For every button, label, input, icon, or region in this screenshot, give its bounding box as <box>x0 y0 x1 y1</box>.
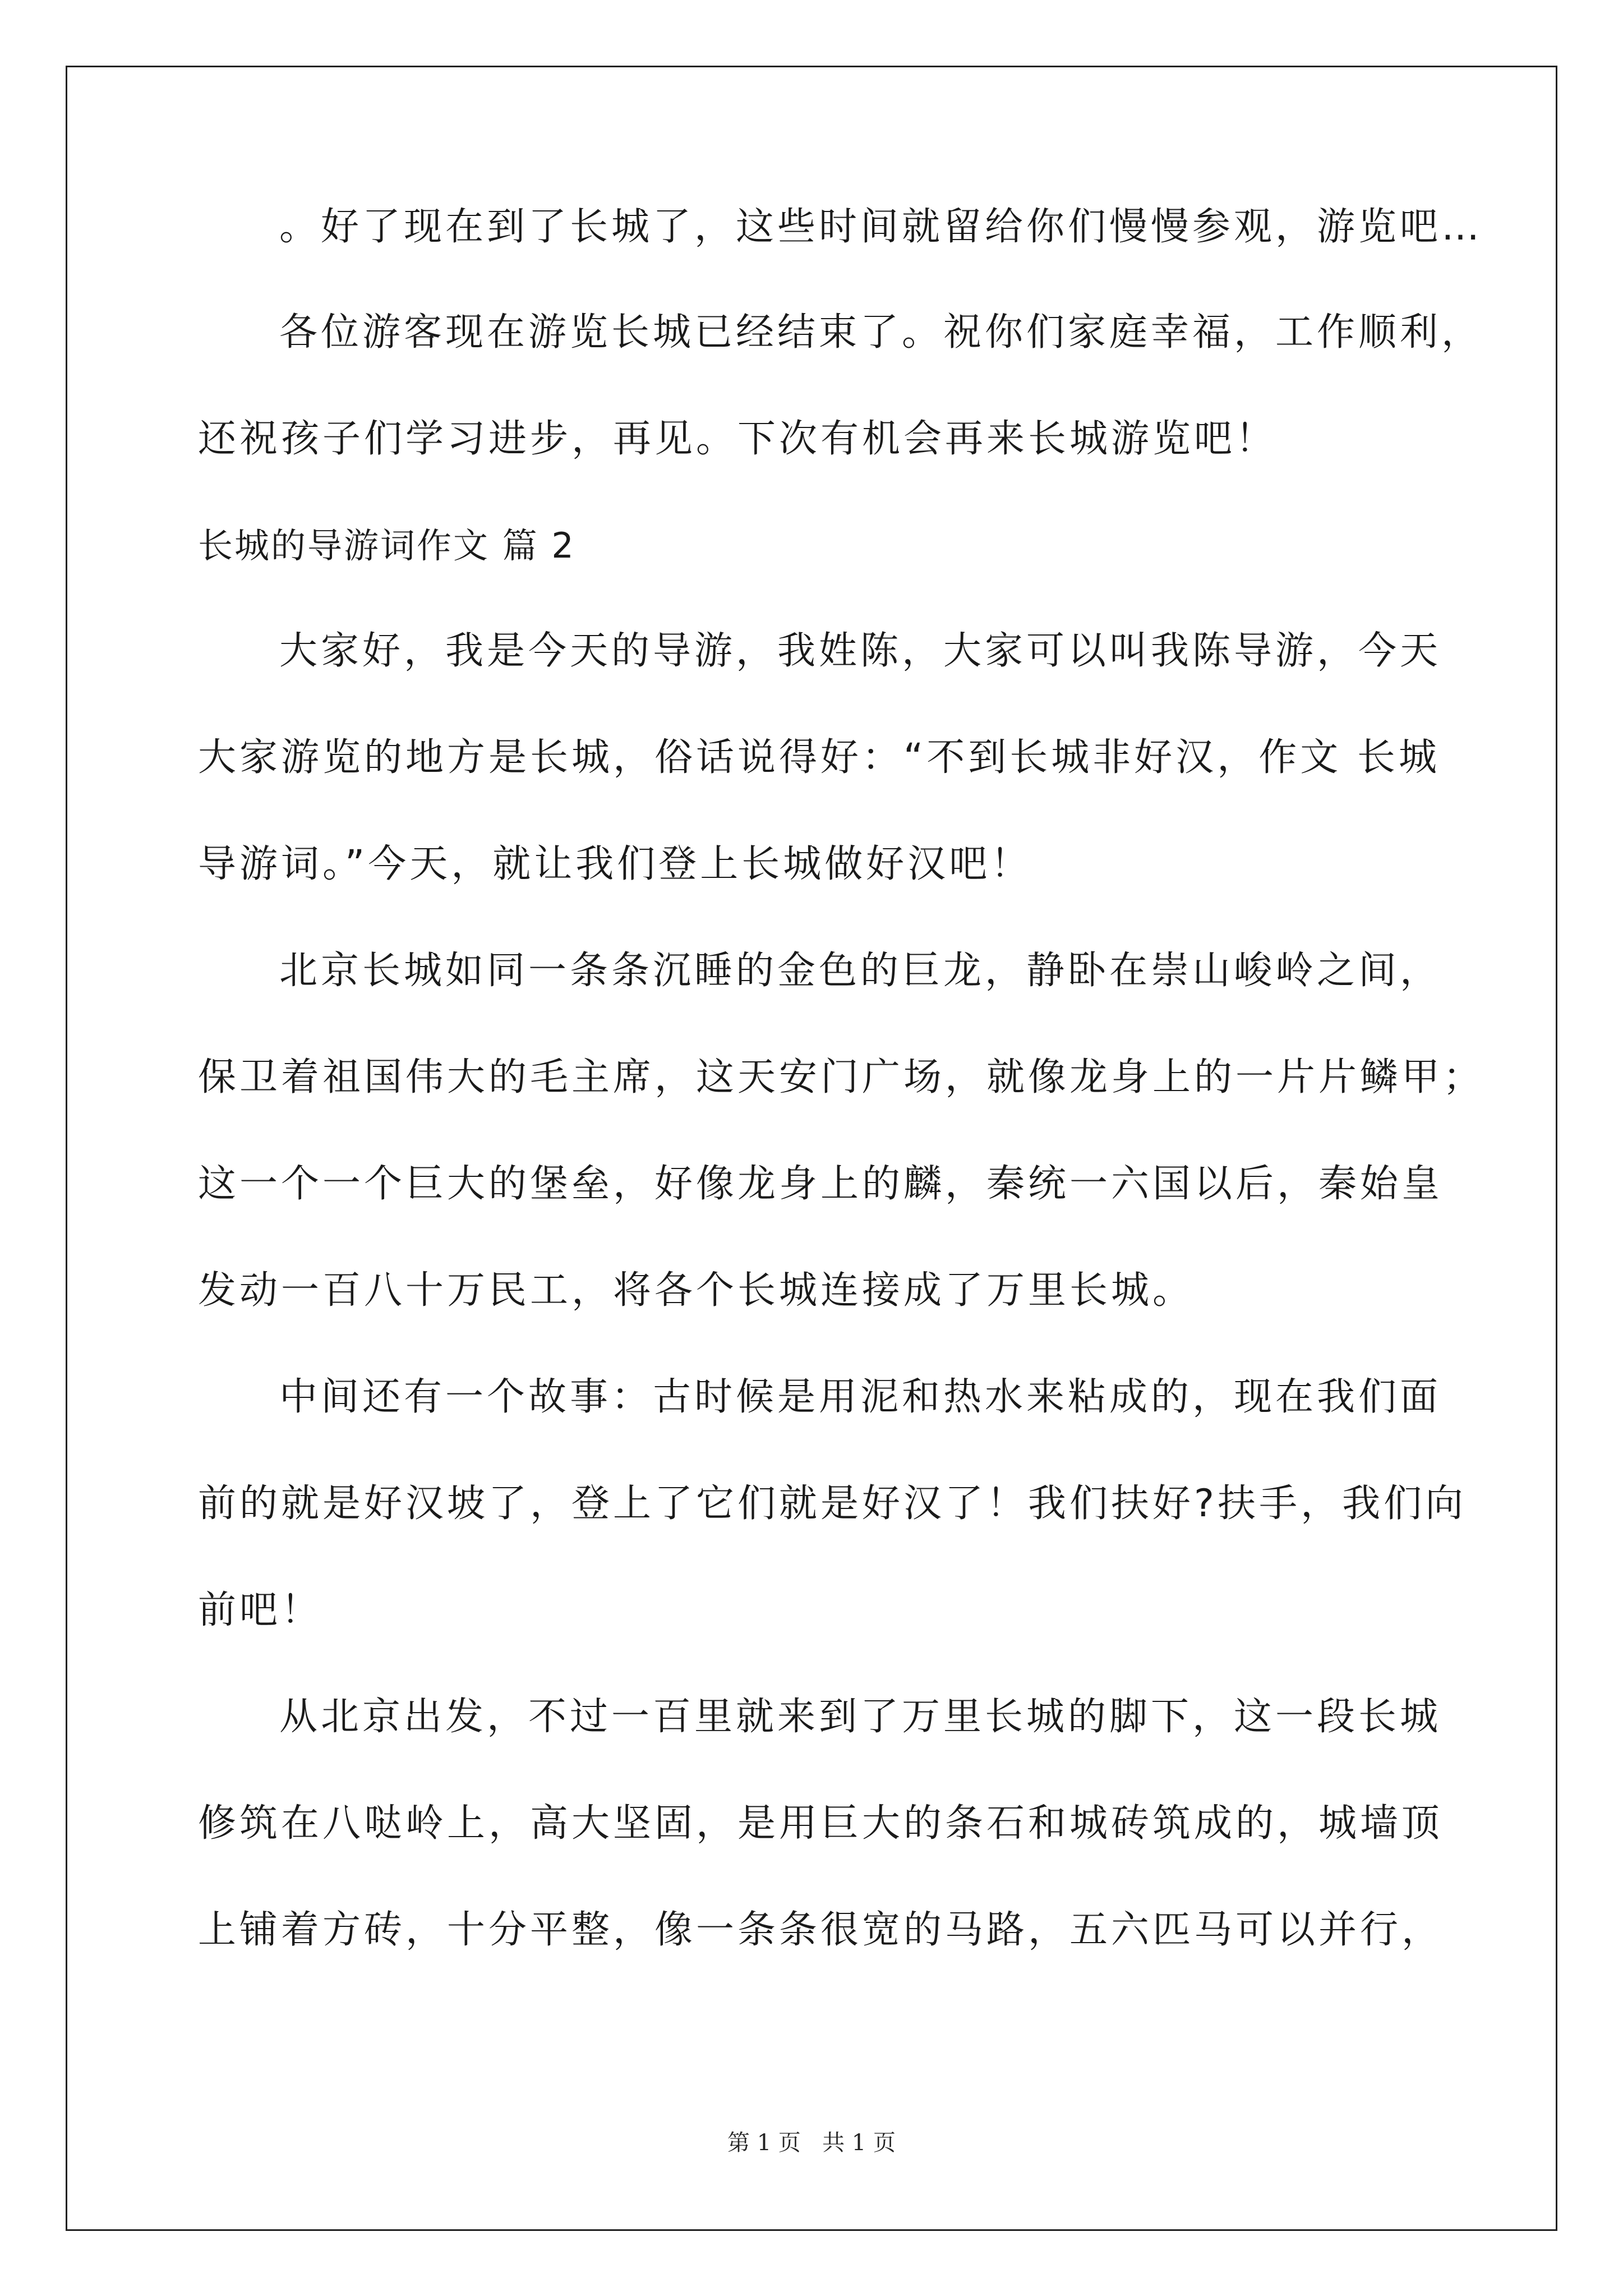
section-heading: 长城的导游词作文 篇 2 <box>198 525 575 566</box>
body-line: 从北京出发，不过一百里就来到了万里长城的脚下，这一段长城 <box>279 1695 1442 1739</box>
body-line: 发动一百八十万民工，将各个长城连接成了万里长城。 <box>198 1268 1195 1313</box>
body-line: 修筑在八哒岭上，高大坚固，是用巨大的条石和城砖筑成的，城墙顶 <box>198 1801 1444 1846</box>
body-line: 。好了现在到了长城了，这些时间就留给你们慢慢参观，游览吧… <box>279 205 1483 249</box>
body-line: 各位游客现在游览长城已经结束了。祝你们家庭幸福，工作顺利， <box>279 310 1483 355</box>
body-line: 上铺着方砖，十分平整，像一条条很宽的马路，五六匹马可以并行， <box>198 1908 1444 1952</box>
body-line: 大家好，我是今天的导游，我姓陈，大家可以叫我陈导游，今天 <box>279 629 1442 673</box>
body-line: 中间还有一个故事：古时候是用泥和热水来粘成的，现在我们面 <box>279 1375 1442 1419</box>
body-line: 这一个一个巨大的堡垒，好像龙身上的麟，秦统一六国以后，秦始皇 <box>198 1162 1444 1206</box>
page-footer: 第 1 页 共 1 页 <box>727 2130 896 2156</box>
body-line: 导游词。”今天，就让我们登上长城做好汉吧！ <box>198 842 1032 886</box>
body-line: 还祝孩子们学习进步，再见。下次有机会再来长城游览吧！ <box>198 417 1278 461</box>
body-line: 前的就是好汉坡了，登上了它们就是好汉了！我们扶好?扶手，我们向 <box>198 1481 1467 1526</box>
body-line: 北京长城如同一条条沉睡的金色的巨龙，静卧在崇山峻岭之间， <box>279 949 1442 993</box>
body-line: 前吧！ <box>198 1588 323 1632</box>
body-line: 保卫着祖国伟大的毛主席，这天安门广场，就像龙身上的一片片鳞甲； <box>198 1055 1485 1099</box>
body-line: 大家游览的地方是长城，俗话说得好：“不到长城非好汉，作文 长城 <box>198 735 1440 780</box>
